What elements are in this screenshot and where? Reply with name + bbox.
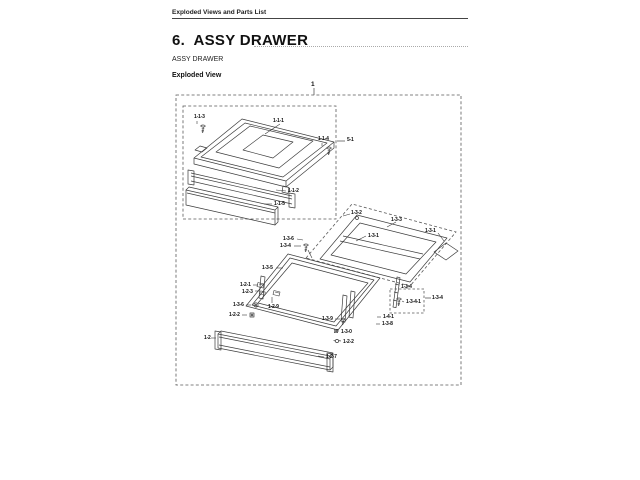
screw-icon bbox=[304, 244, 308, 252]
part-label: 1-3-5 bbox=[262, 265, 273, 271]
part-label: 1-2-2 bbox=[343, 339, 354, 345]
part-label: 1-4-1 bbox=[383, 314, 394, 320]
part-label: 1-3-1 bbox=[425, 228, 436, 234]
part-label: 1-3-6 bbox=[233, 302, 244, 308]
part-label: 1-1-3 bbox=[194, 114, 205, 120]
part-label: 1-3-4-1 bbox=[406, 299, 421, 305]
exploded-view-heading: Exploded View bbox=[172, 72, 222, 79]
drawer-base-drawing bbox=[246, 244, 380, 343]
part-label: 1-3-4 bbox=[432, 295, 443, 301]
part-label: 1-3-8 bbox=[382, 321, 393, 327]
washer-icon bbox=[254, 303, 258, 307]
part-label: 1-3-1 bbox=[368, 233, 379, 239]
screw-icon bbox=[201, 125, 205, 133]
part-label: 1-3-6 bbox=[283, 236, 294, 242]
part-label: 1-3-2 bbox=[351, 210, 362, 216]
part-label: 1-2-7 bbox=[326, 354, 337, 360]
frame-assembly-drawing bbox=[320, 215, 458, 308]
wingnut-icon bbox=[334, 339, 341, 342]
part-label: 1-2-1 bbox=[240, 282, 251, 288]
front-panel-drawing bbox=[215, 331, 333, 372]
outer-boundary-box bbox=[176, 88, 461, 385]
section-subtitle: ASSY DRAWER bbox=[172, 56, 224, 63]
part-label: 1-2-2 bbox=[229, 312, 240, 318]
part-label: 1-2-3 bbox=[242, 289, 253, 295]
page-title: 6. ASSY DRAWER bbox=[172, 32, 309, 49]
part-label: 1-1-1 bbox=[273, 118, 284, 124]
part-label: 1-3-4 bbox=[280, 243, 291, 249]
part-label: 5-1 bbox=[347, 137, 354, 143]
part-label: 1-3-3 bbox=[391, 217, 402, 223]
part-label: 1-3-9 bbox=[322, 316, 333, 322]
part-label: 1 bbox=[311, 81, 315, 88]
part-label: 1-1-5 bbox=[274, 201, 285, 207]
part-label: 1-3-0 bbox=[341, 329, 352, 335]
part-label: 1-3-4 bbox=[401, 284, 412, 290]
bracket-icon bbox=[273, 291, 280, 297]
slide-assembly-box bbox=[183, 106, 345, 219]
drawer-slide-drawing bbox=[186, 119, 334, 225]
part-label: 1-1-4 bbox=[318, 136, 329, 142]
part-label: 1-2 bbox=[204, 335, 211, 341]
breadcrumb: Exploded Views and Parts List bbox=[172, 9, 267, 16]
part-label: 1-1-2 bbox=[288, 188, 299, 194]
part-label: 1-2-9 bbox=[268, 304, 279, 310]
clip-nut-icon bbox=[250, 313, 254, 317]
